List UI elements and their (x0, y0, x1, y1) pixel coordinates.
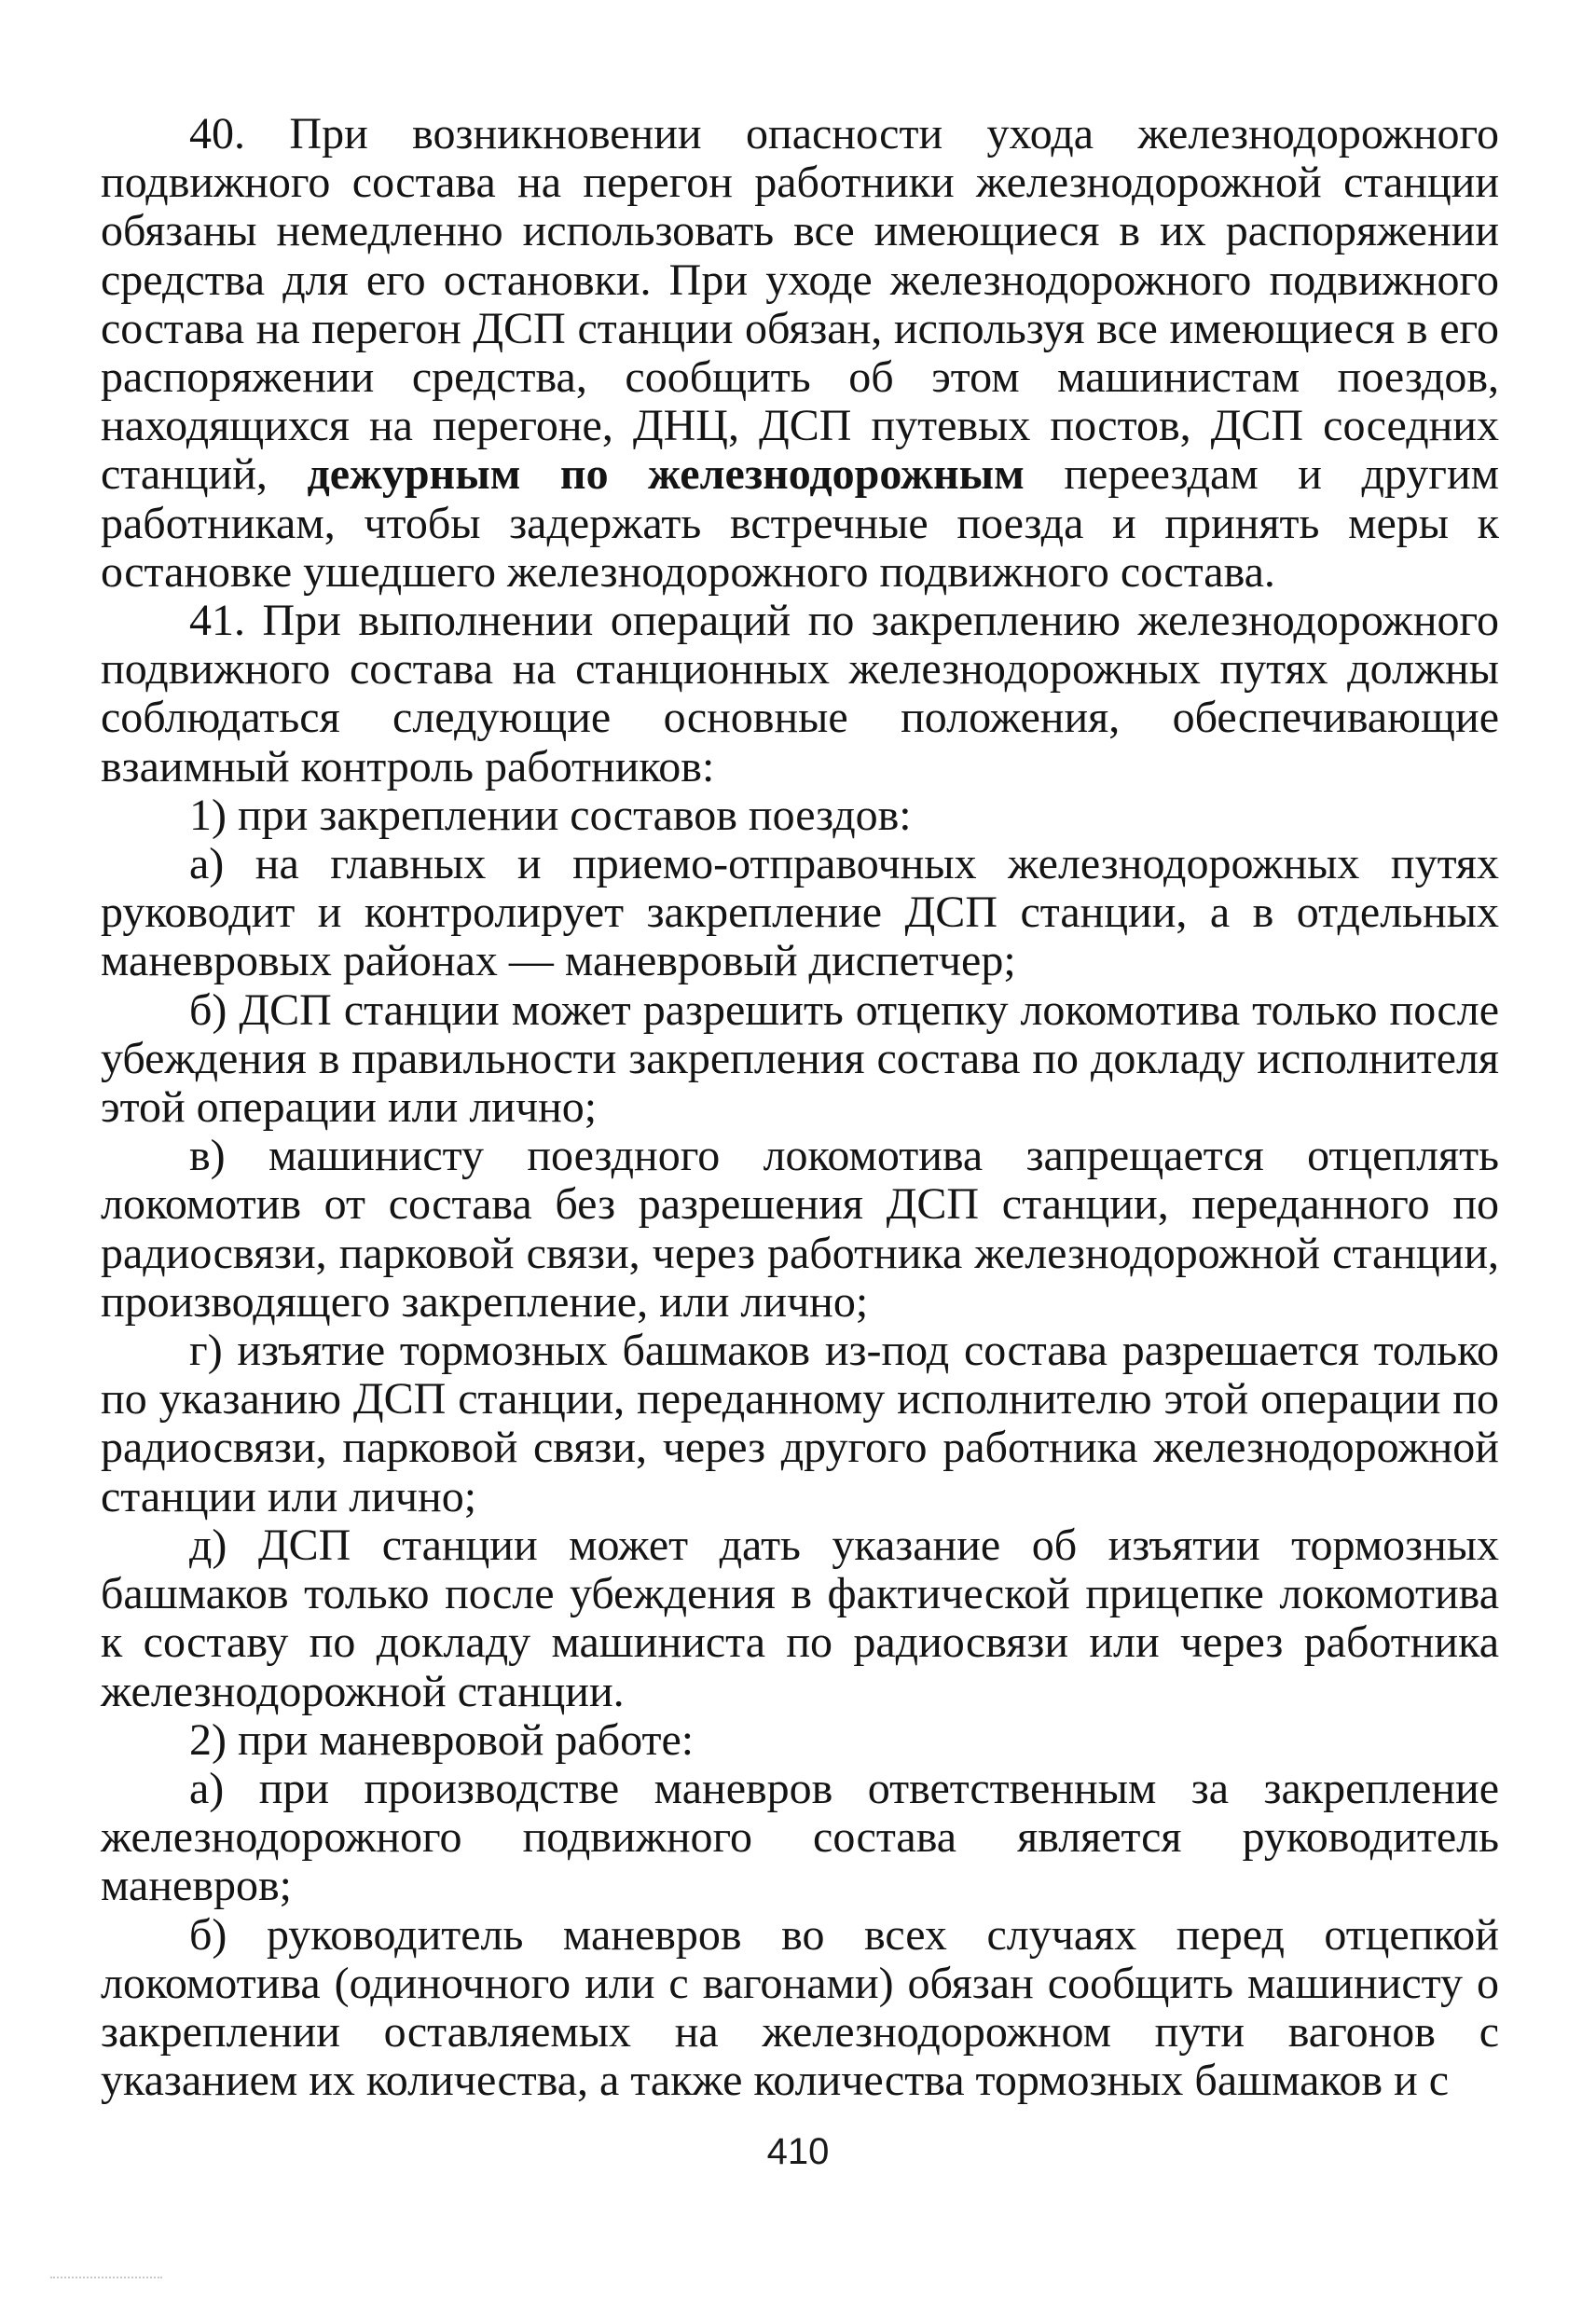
item-1d: д) ДСП станции может дать указание об изъятии тормозных башмаков только после убеждения в фактической прицепке локомотива к составу по докладу машиниста по радиосвязи или через работника железнодорожной станции. (101, 1520, 1499, 1716)
page-number: 410 (766, 2131, 830, 2172)
item-2a: а) при производстве маневров ответственным за закрепление железнодорожного подвижного состава является руководитель маневров; (101, 1763, 1499, 1911)
item-1a: а) на главных и приемо-отправочных железнодорожных путях руководит и контролирует закрепление ДСП станции, а в отдельных маневровых районах — маневровый диспетчер; (101, 839, 1499, 986)
paragraph-40-start: 40. При возникновении опасности ухода железнодорожного подвижного состава на перегон работники железнодорожной станции обязаны немедленно использовать все имеющиеся в их распоряжении средства для его остановки. При уходе железнодорожного подвижного состава на перегон ДСП станции обязан, используя все имеющиеся в его распоряжении средства, сообщить об этом машинистам поездов, находящихся на перегоне, ДНЦ, ДСП путевых постов, ДСП соседних станций, (101, 109, 1499, 500)
paragraph-40 (101, 110, 1499, 597)
item-1: 1) при закреплении составов поездов: (189, 790, 912, 840)
paragraph-41: 41. При выполнении операций по закреплению железнодорожного подвижного состава на станционных железнодорожных путях должны соблюдаться следующие основные положения, обеспечивающие взаимный контроль работников: (101, 596, 1499, 791)
body-text (101, 110, 1499, 2105)
item-2b: б) руководитель маневров во всех случаях перед отцепкой локомотива (одиночного или с вагонами) обязан сообщить машинисту о закреплении оставляемых на железнодорожном пути вагонов с указанием их количества, а также количества тормозных башмаков и с (101, 1909, 1499, 2106)
item-1b: б) ДСП станции может разрешить отцепку локомотива только после убеждения в правильности закрепления состава по докладу исполнителя этой операции или лично; (101, 984, 1499, 1133)
scan-artifact (50, 2277, 162, 2284)
paragraph-40-end: переездам и другим работникам, чтобы задержать встречные поезда и принять меры к остановке ушедшего железнодорожного подвижного состава. (101, 449, 1500, 597)
bold-phrase: дежурным по железнодорожным (307, 449, 1025, 500)
item-1v: в) машинисту поездного локомотива запрещается отцеплять локомотив от состава без разрешения ДСП станции, переданного по радиосвязи, парковой связи, через работника железнодорожной станции, производящего закрепление, или лично; (101, 1131, 1499, 1327)
item-2: 2) при маневровой работе: (189, 1714, 695, 1765)
item-1g: г) изъятие тормозных башмаков из-под состава разрешается только по указанию ДСП станции, переданному исполнителю этой операции по радиосвязи, парковой связи, через другого работника железнодорожной станции или лично; (101, 1326, 1499, 1521)
